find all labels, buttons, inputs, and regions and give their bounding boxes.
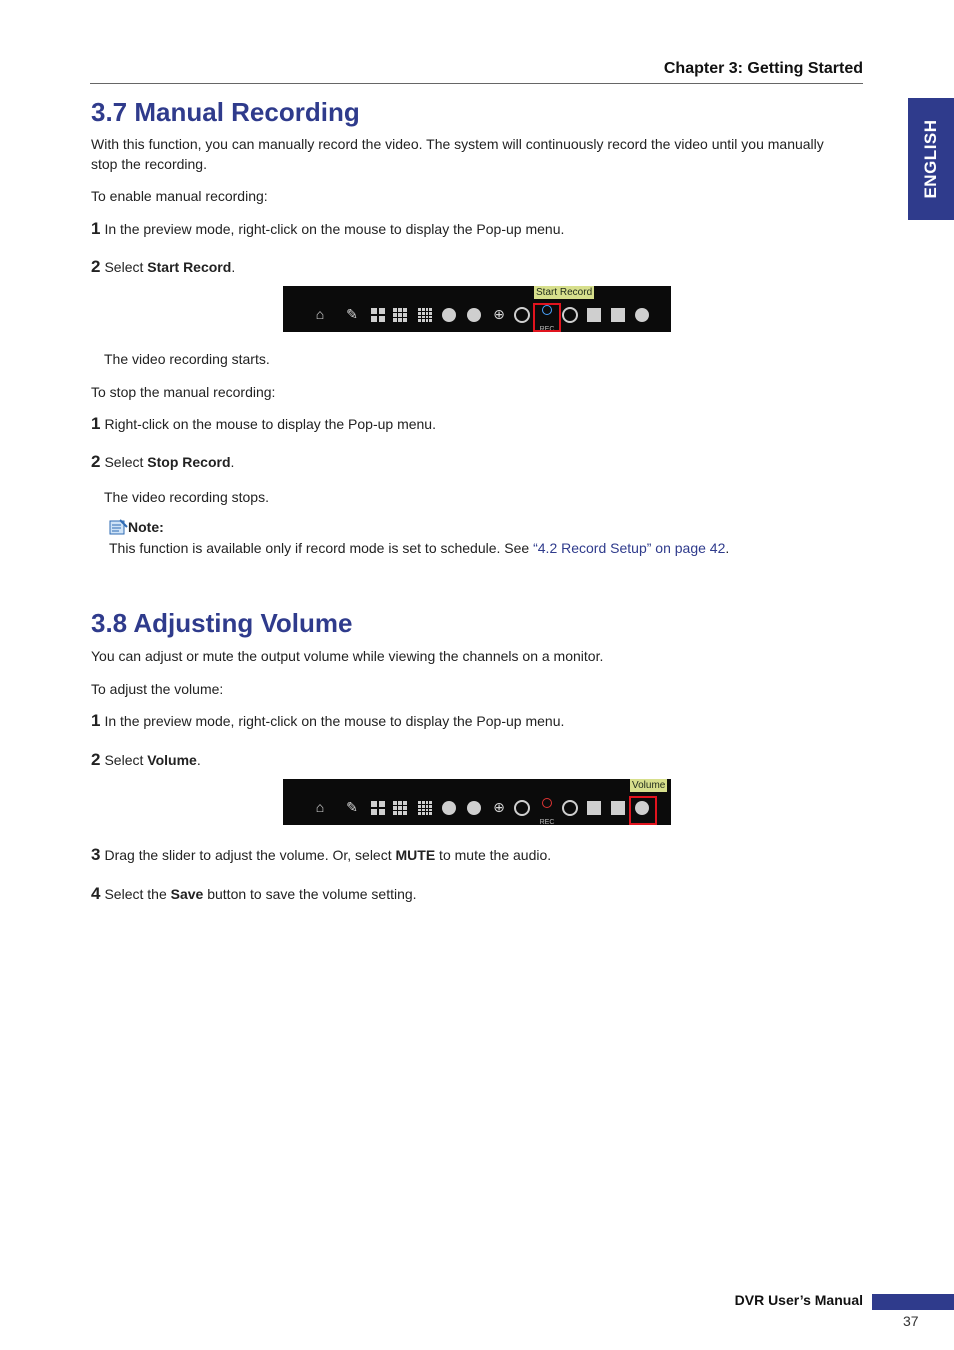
result-start: The video recording starts. [104,351,270,367]
tooltip-volume: Volume [632,780,666,791]
page-number: 37 [903,1313,919,1329]
language-tab-label: ENGLISH [921,119,940,199]
sequence-icon[interactable] [559,796,581,818]
zoom-icon[interactable]: ⊕ [493,306,505,322]
volume-icon[interactable] [631,303,653,325]
volume-step-2 [91,750,201,770]
step-bold-term: Volume [147,752,197,768]
step-number: 1 [91,219,101,238]
section-heading-adjusting-volume: 3.8 Adjusting Volume [91,608,353,638]
info-icon[interactable] [607,796,629,818]
language-tab [908,98,954,220]
enable-step-1 [91,219,564,239]
step-suffix: button to save the volume setting. [203,886,417,902]
result-stop: The video recording stops. [104,489,269,505]
stop-step-2 [91,452,234,472]
step-text: In the preview mode, right-click on the mouse to display the Pop-up menu. [104,221,565,237]
grid-9-icon[interactable] [389,796,411,818]
backup-icon[interactable] [583,796,605,818]
step-number: 2 [91,452,101,471]
grid-4-icon[interactable] [367,796,389,818]
zoom-icon[interactable]: ⊕ [493,799,505,815]
sequence-icon[interactable] [559,303,581,325]
header-divider [90,83,863,84]
note-text: This function is available only if record mode is set to schedule. See [109,540,534,556]
note-header [108,517,164,537]
step-suffix: to mute the audio. [435,847,552,863]
volume-step-3 [91,845,551,865]
stop-step-1 [91,414,436,434]
rec-text: REC [539,326,555,333]
volume-step-1 [91,711,564,731]
step-text: Select the [104,886,171,902]
grid-16-icon[interactable] [414,303,436,325]
volume-intro: You can adjust or mute the output volume while viewing the channels on a monitor. [91,648,604,664]
rec-icon[interactable] [536,796,558,826]
footer-accent-bar [872,1294,954,1310]
step-text: Select [104,752,148,768]
highlight-start-record [533,303,561,332]
backup-icon[interactable] [583,303,605,325]
step-text: Select [104,454,148,470]
volume-step-4 [91,884,417,904]
color-icon[interactable] [463,796,485,818]
step-bold-term: Save [170,886,204,902]
note-end: . [725,540,730,556]
rec-text: REC [539,819,555,826]
highlight-volume [629,796,657,825]
step-number: 2 [91,257,101,276]
note-icon [108,518,128,536]
step-suffix: . [231,259,236,275]
ptz-icon[interactable] [438,303,460,325]
grid-16-icon[interactable] [414,796,436,818]
stop-lead: To stop the manual recording: [91,384,276,400]
tooltip-start-record: Start Record [536,287,593,298]
ptz-icon[interactable] [438,796,460,818]
manual-title: DVR User’s Manual [734,1292,863,1308]
step-text: Select [104,259,148,275]
popup-toolbar-volume [283,779,671,825]
note-label: Note: [128,519,164,535]
chapter-title: Chapter 3: Getting Started [663,60,863,77]
step-number: 2 [91,750,101,769]
step-suffix: . [230,454,235,470]
home-icon[interactable]: ⌂ [315,306,325,322]
step-suffix: . [196,752,201,768]
volume-lead: To adjust the volume: [91,681,224,697]
step-bold-term: Start Record [147,259,232,275]
step-number: 4 [91,884,101,903]
grid-4-icon[interactable] [367,303,389,325]
step-bold-term: Stop Record [147,454,231,470]
enable-lead: To enable manual recording: [91,188,268,204]
wrench-icon[interactable]: ✎ [346,306,358,322]
manual-recording-intro: With this function, you can manually record the video. The system will continuously record the video until you manually stop the recording. [91,136,824,172]
play-icon[interactable] [511,303,533,325]
step-text: Right-click on the mouse to display the Pop-up menu. [104,416,436,432]
info-icon[interactable] [607,303,629,325]
note-body [109,538,729,558]
grid-9-icon[interactable] [389,303,411,325]
home-icon[interactable]: ⌂ [315,799,325,815]
wrench-icon[interactable]: ✎ [346,799,358,815]
popup-toolbar-start-record [283,286,671,332]
step-number: 3 [91,845,101,864]
enable-step-2 [91,257,235,277]
play-icon[interactable] [511,796,533,818]
color-icon[interactable] [463,303,485,325]
step-number: 1 [91,414,101,433]
step-text: In the preview mode, right-click on the mouse to display the Pop-up menu. [104,713,565,729]
record-setup-link[interactable]: “4.2 Record Setup” on page 42 [533,540,726,556]
section-heading-manual-recording: 3.7 Manual Recording [91,97,360,127]
step-bold-term: MUTE [395,847,436,863]
step-number: 1 [91,711,101,730]
step-text: Drag the slider to adjust the volume. Or, select [104,847,396,863]
